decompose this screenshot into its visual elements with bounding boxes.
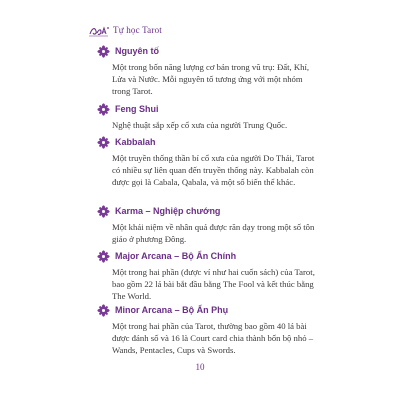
glossary-entry — [97, 135, 327, 188]
tarot-logo-icon — [88, 24, 110, 36]
glossary-term-row — [97, 44, 327, 58]
glossary-term-row — [97, 102, 327, 116]
glossary-definition: Nghệ thuật sắp xếp cổ xưa của người Trung Quốc. — [112, 120, 288, 130]
glossary-term: Karma – Nghiệp chướng — [115, 206, 221, 216]
glossary-term-row — [97, 204, 327, 218]
header-title: Tự học Tarot — [113, 25, 162, 35]
glossary-entry — [97, 102, 327, 131]
glossary-entry — [97, 44, 327, 97]
glossary-term: Minor Arcana – Bộ Ẩn Phụ — [115, 305, 229, 315]
glossary-definition: Một khái niệm về nhân quả được răn dạy trong một số tôn giáo ở phương Đông. — [112, 222, 315, 244]
flower-bullet-icon — [97, 45, 110, 58]
glossary-term: Nguyên tố — [115, 46, 159, 56]
flower-bullet-icon — [97, 103, 110, 116]
glossary-term: Kabbalah — [115, 137, 156, 147]
flower-bullet-icon — [97, 250, 110, 263]
glossary-definition: Một trong hai phần (được ví như hai cuốn sách) của Tarot, bao gồm 22 lá bài bắt đầu bằng The Fool và kết thúc bằng The World. — [112, 267, 315, 301]
glossary-term-row — [97, 135, 327, 149]
glossary-term: Feng Shui — [115, 104, 159, 114]
glossary-definition: Một trong hai phần của Tarot, thường bao gồm 40 lá bài được đánh số và 16 là Court card chia thành bốn bộ nhỏ – Wands, Pentacles, Cups và Swords. — [112, 321, 314, 355]
running-header — [88, 23, 162, 37]
flower-bullet-icon — [97, 304, 110, 317]
glossary-definition: Một truyền thống thần bí cổ xưa của người Do Thái, Tarot có nhiều sự liên quan đến truyền thống này. Kabbalah còn được gọi là Cabala, Qabala, và một số biến thể khác. — [112, 153, 315, 187]
glossary-term-row — [97, 249, 327, 263]
glossary-entry — [97, 303, 327, 356]
page-number: 10 — [195, 362, 205, 372]
glossary-entry — [97, 249, 327, 302]
flower-bullet-icon — [97, 205, 110, 218]
glossary-entry — [97, 204, 327, 245]
glossary-term-row — [97, 303, 327, 317]
glossary-term: Major Arcana – Bộ Ẩn Chính — [115, 251, 237, 261]
glossary-definition: Một trong bốn năng lượng cơ bản trong vũ trụ: Đất, Khí, Lửa và Nước. Mỗi nguyên tố tương ứng với một nhóm trong Tarot. — [112, 62, 310, 96]
flower-bullet-icon — [97, 136, 110, 149]
